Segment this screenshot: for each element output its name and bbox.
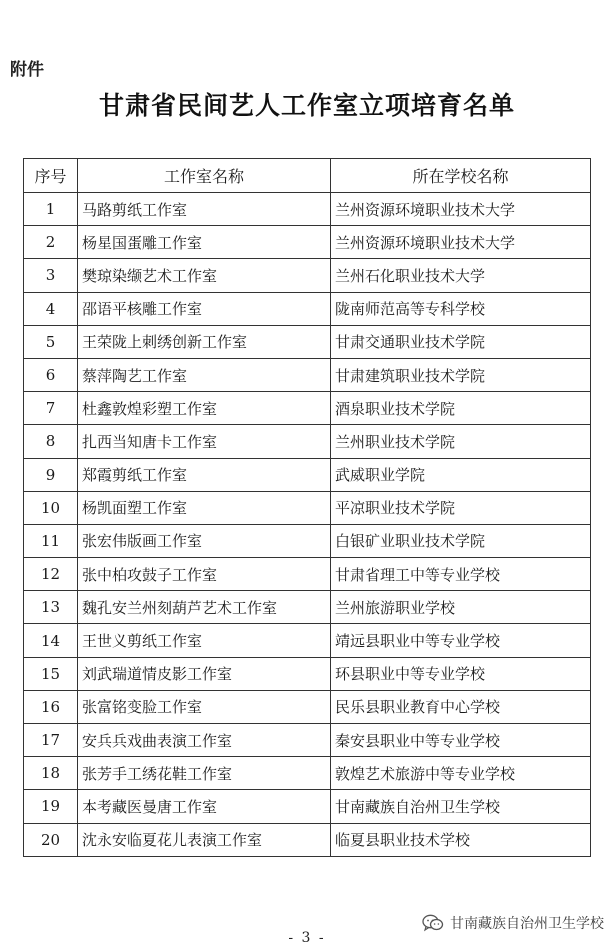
header-number: 序号 <box>24 159 78 193</box>
school-name-cell: 武威职业学院 <box>331 458 591 491</box>
table-header-row <box>24 159 591 193</box>
school-name-cell: 陇南师范高等专科学校 <box>331 292 591 325</box>
school-name-cell: 甘肃建筑职业技术学院 <box>331 358 591 391</box>
studio-name-cell: 魏孔安兰州刻葫芦艺术工作室 <box>78 591 331 624</box>
school-name-cell: 白银矿业职业技术学院 <box>331 524 591 557</box>
school-name-cell: 兰州旅游职业学校 <box>331 591 591 624</box>
school-name-cell: 敦煌艺术旅游中等专业学校 <box>331 757 591 790</box>
studio-name-cell: 杨星国蛋雕工作室 <box>78 226 331 259</box>
studio-name-cell: 张芳手工绣花鞋工作室 <box>78 757 331 790</box>
table-row <box>24 292 591 325</box>
school-name-cell: 环县职业中等专业学校 <box>331 657 591 690</box>
table-row <box>24 591 591 624</box>
table-row <box>24 558 591 591</box>
studio-name-cell: 蔡萍陶艺工作室 <box>78 358 331 391</box>
header-studio-name: 工作室名称 <box>78 159 331 193</box>
table-row <box>24 358 591 391</box>
row-number: 6 <box>24 358 78 391</box>
studio-name-cell: 张富铭变脸工作室 <box>78 690 331 723</box>
school-name-cell: 秦安县职业中等专业学校 <box>331 724 591 757</box>
studio-name-cell: 邵语平核雕工作室 <box>78 292 331 325</box>
school-name-cell: 兰州资源环境职业技术大学 <box>331 193 591 226</box>
studio-name-cell: 沈永安临夏花儿表演工作室 <box>78 823 331 856</box>
document-title: 甘肃省民间艺人工作室立项培育名单 <box>98 91 515 120</box>
row-number: 3 <box>24 259 78 292</box>
table-row <box>24 757 591 790</box>
row-number: 13 <box>24 591 78 624</box>
page-number: - 3 - <box>288 930 326 946</box>
studio-name-cell: 樊琼染缬艺术工作室 <box>78 259 331 292</box>
school-name-cell: 靖远县职业中等专业学校 <box>331 624 591 657</box>
row-number: 14 <box>24 624 78 657</box>
table-row <box>24 491 591 524</box>
studio-name-cell: 刘武瑞道情皮影工作室 <box>78 657 331 690</box>
row-number: 17 <box>24 724 78 757</box>
studio-name-cell: 安兵兵戏曲表演工作室 <box>78 724 331 757</box>
studio-name-cell: 张中柏攻鼓子工作室 <box>78 558 331 591</box>
table-row <box>24 425 591 458</box>
row-number: 20 <box>24 823 78 856</box>
studio-name-cell: 马路剪纸工作室 <box>78 193 331 226</box>
table-row <box>24 724 591 757</box>
studio-roster-table <box>23 158 591 857</box>
attachment-label: 附件 <box>10 60 44 80</box>
row-number: 5 <box>24 325 78 358</box>
table-body <box>24 193 591 857</box>
table-row <box>24 259 591 292</box>
studio-name-cell: 郑霞剪纸工作室 <box>78 458 331 491</box>
school-name-cell: 兰州石化职业技术大学 <box>331 259 591 292</box>
studio-name-cell: 本考藏医曼唐工作室 <box>78 790 331 823</box>
studio-name-cell: 王荣陇上刺绣创新工作室 <box>78 325 331 358</box>
row-number: 2 <box>24 226 78 259</box>
studio-name-cell: 王世义剪纸工作室 <box>78 624 331 657</box>
school-name-cell: 甘肃交通职业技术学院 <box>331 325 591 358</box>
watermark-text: 甘南藏族自治州卫生学校 <box>450 916 604 932</box>
row-number: 11 <box>24 524 78 557</box>
studio-name-cell: 杜鑫敦煌彩塑工作室 <box>78 392 331 425</box>
table-row <box>24 657 591 690</box>
table-row <box>24 392 591 425</box>
row-number: 12 <box>24 558 78 591</box>
studio-name-cell: 杨凯面塑工作室 <box>78 491 331 524</box>
row-number: 4 <box>24 292 78 325</box>
header-school-name: 所在学校名称 <box>331 159 591 193</box>
table-row <box>24 325 591 358</box>
school-name-cell: 甘南藏族自治州卫生学校 <box>331 790 591 823</box>
school-name-cell: 酒泉职业技术学院 <box>331 392 591 425</box>
school-name-cell: 临夏县职业技术学校 <box>331 823 591 856</box>
school-name-cell: 民乐县职业教育中心学校 <box>331 690 591 723</box>
row-number: 16 <box>24 690 78 723</box>
school-name-cell: 甘肃省理工中等专业学校 <box>331 558 591 591</box>
school-name-cell: 平凉职业技术学院 <box>331 491 591 524</box>
table-row <box>24 624 591 657</box>
row-number: 7 <box>24 392 78 425</box>
table-row <box>24 790 591 823</box>
studio-name-cell: 扎西当知唐卡工作室 <box>78 425 331 458</box>
row-number: 15 <box>24 657 78 690</box>
table-row <box>24 524 591 557</box>
row-number: 10 <box>24 491 78 524</box>
table-row <box>24 193 591 226</box>
table-row <box>24 226 591 259</box>
row-number: 1 <box>24 193 78 226</box>
row-number: 19 <box>24 790 78 823</box>
row-number: 8 <box>24 425 78 458</box>
table-row <box>24 690 591 723</box>
table-row <box>24 458 591 491</box>
school-name-cell: 兰州资源环境职业技术大学 <box>331 226 591 259</box>
row-number: 18 <box>24 757 78 790</box>
row-number: 9 <box>24 458 78 491</box>
table-row <box>24 823 591 856</box>
studio-name-cell: 张宏伟版画工作室 <box>78 524 331 557</box>
school-name-cell: 兰州职业技术学院 <box>331 425 591 458</box>
